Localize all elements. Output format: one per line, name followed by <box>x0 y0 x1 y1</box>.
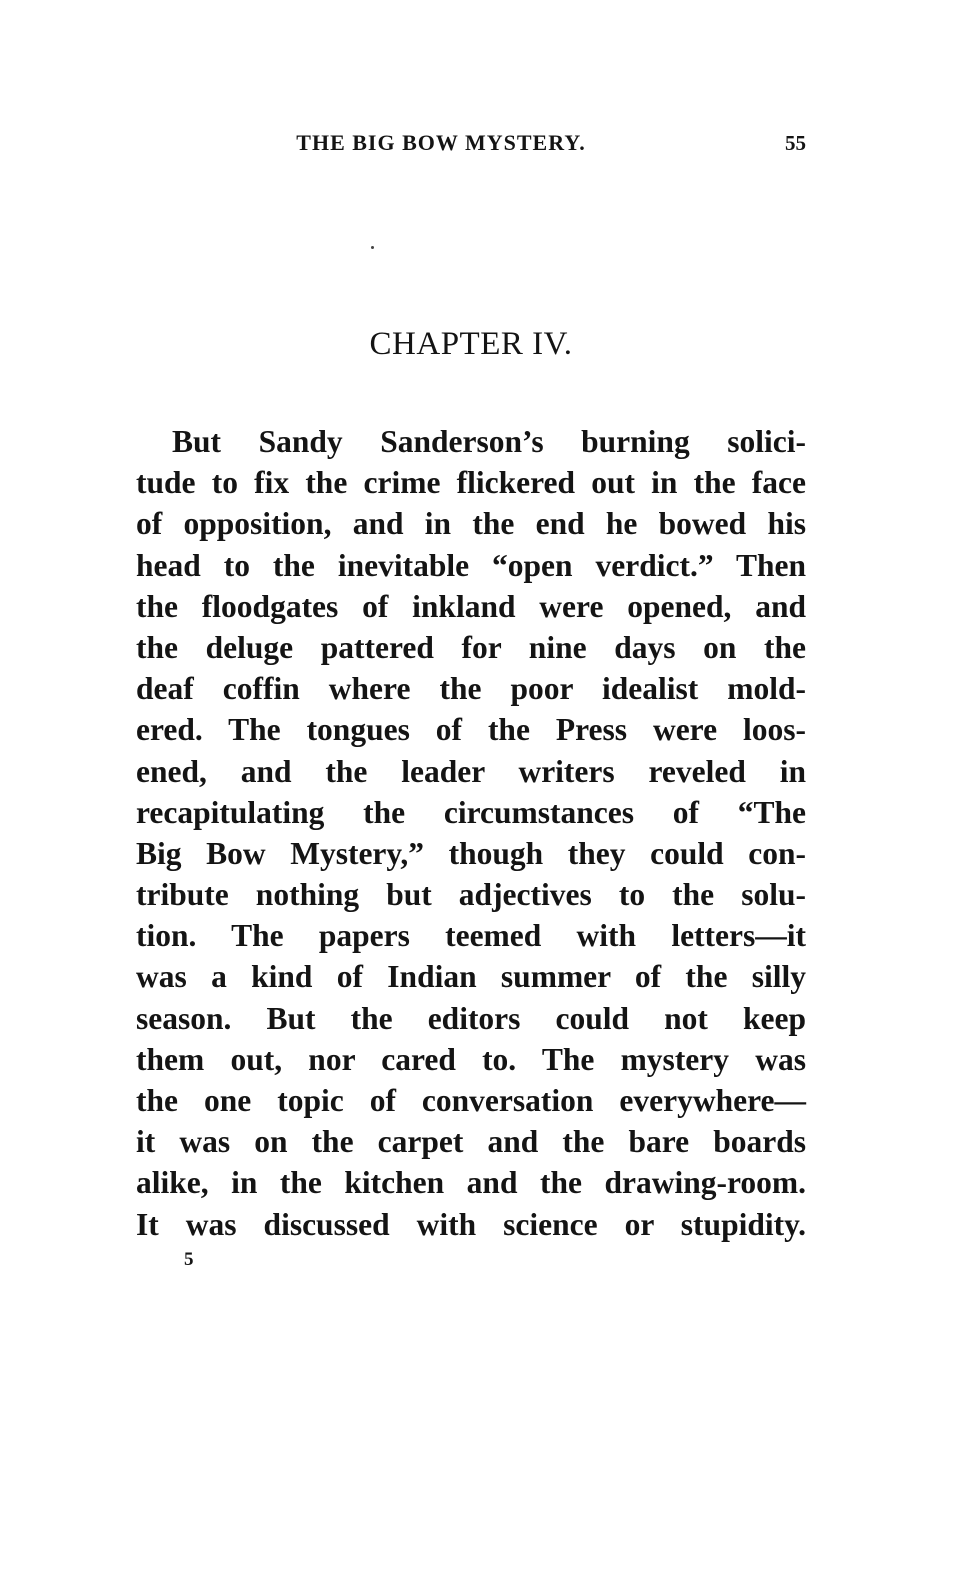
text-line: ered. The tongues of the Press were loos- <box>136 712 806 748</box>
text-line: of opposition, and in the end he bowed his <box>136 506 806 542</box>
running-title: THE BIG BOW MYSTERY. <box>296 130 586 155</box>
text-line: season. But the editors could not keep <box>136 1000 806 1036</box>
text-line: Big Bow Mystery,” though they could con- <box>136 835 806 871</box>
text-line: tude to fix the crime flickered out in the face <box>136 465 806 501</box>
text-line: head to the inevitable “open verdict.” Then <box>136 547 806 583</box>
text-line: the deluge pattered for nine days on the <box>136 629 806 665</box>
text-line: it was on the carpet and the bare boards <box>136 1124 806 1160</box>
text-line: alike, in the kitchen and the drawing-room. <box>136 1165 806 1201</box>
print-speck <box>371 246 374 249</box>
text-line: deaf coffin where the poor idealist mold- <box>136 671 806 707</box>
text-line: the floodgates of inkland were opened, and <box>136 588 806 624</box>
running-header <box>136 128 806 158</box>
text-line: tion. The papers teemed with letters—it <box>136 918 806 954</box>
text-line: was a kind of Indian summer of the silly <box>136 959 806 995</box>
text-line: But Sandy Sanderson’s burning solici- <box>172 424 806 459</box>
signature-mark: 5 <box>184 1249 194 1270</box>
text-line: ened, and the leader writers reveled in <box>136 753 806 789</box>
text-line: tribute nothing but adjectives to the solu- <box>136 877 806 913</box>
text-line: them out, nor cared to. The mystery was <box>136 1041 806 1077</box>
text-line: the one topic of conversation everywhere— <box>136 1083 806 1118</box>
body-paragraph <box>136 421 806 1245</box>
text-line: recapitulating the circumstances of “The <box>136 794 806 830</box>
page-number: 55 <box>785 131 806 155</box>
chapter-heading: CHAPTER IV. <box>369 326 573 362</box>
text-line: It was discussed with science or stupidity. <box>136 1206 806 1242</box>
